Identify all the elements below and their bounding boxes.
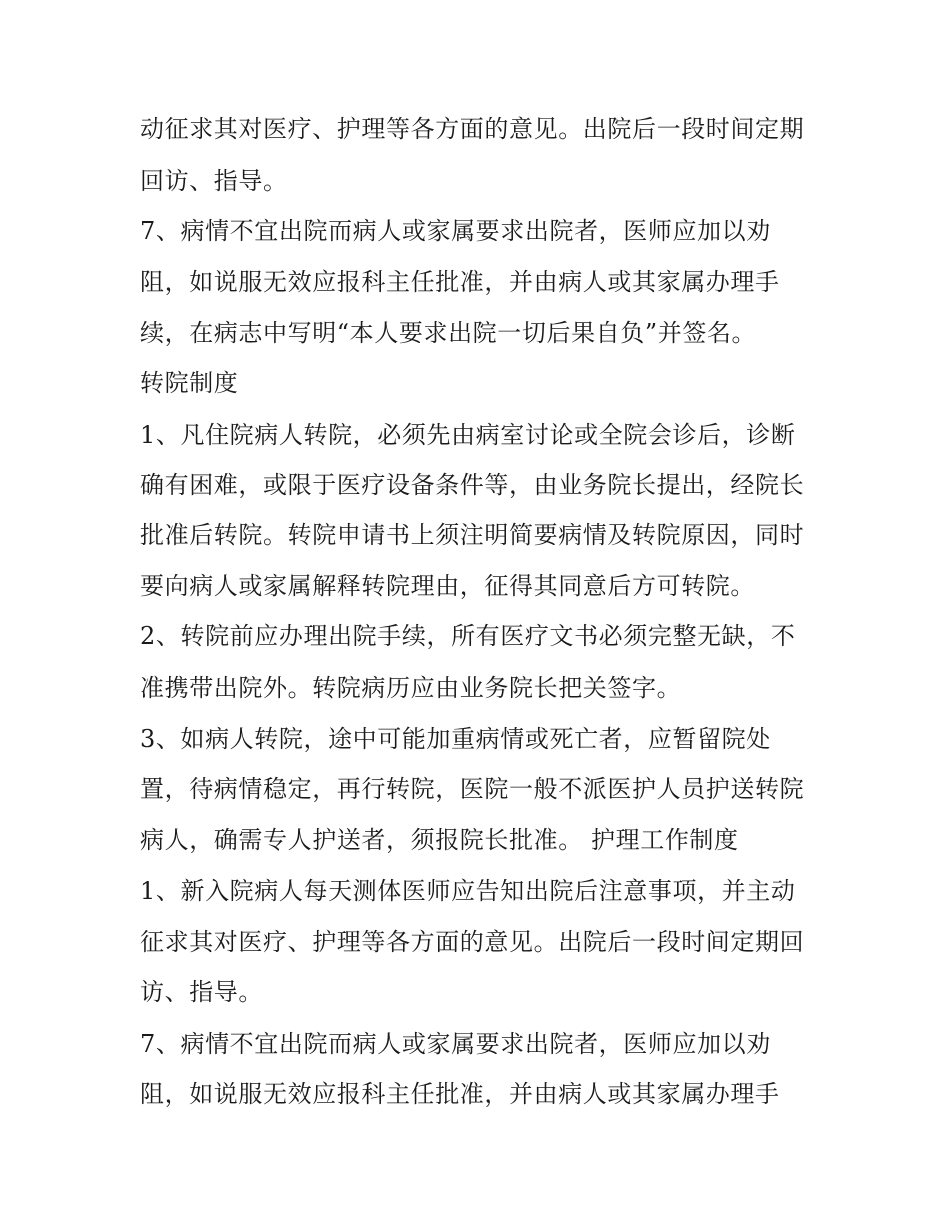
text-line: 7、病情不宜出院而病人或家属要求出院者，医师应加以劝 bbox=[140, 217, 771, 245]
section-heading: 转院制度 bbox=[140, 369, 239, 397]
text-line: 续，在病志中写明“本人要求出院一切后果自负”并签名。 bbox=[140, 319, 757, 347]
text-line: 确有困难，或限于医疗设备条件等，由业务院长提出，经院长 bbox=[140, 471, 805, 499]
text-line: 1、凡住院病人转院，必须先由病室讨论或全院会诊后，诊断 bbox=[140, 421, 796, 449]
text-line: 7、病情不宜出院而病人或家属要求出院者，医师应加以劝 bbox=[140, 1030, 771, 1058]
text-line: 批准后转院。转院申请书上须注明简要病情及转院原因，同时 bbox=[140, 521, 805, 549]
text-line: 置，待病情稳定，再行转院，医院一般不派医护人员护送转院 bbox=[140, 775, 805, 803]
text-line: 回访、指导。 bbox=[140, 167, 288, 195]
text-line: 3、如病人转院，途中可能加重病情或死亡者，应暂留院处 bbox=[140, 725, 771, 753]
text-line: 阻，如说服无效应报科主任批准，并由病人或其家属办理手 bbox=[140, 1080, 780, 1108]
text-line: 阻，如说服无效应报科主任批准，并由病人或其家属办理手 bbox=[140, 268, 780, 296]
text-line: 访、指导。 bbox=[140, 978, 263, 1006]
text-line: 动征求其对医疗、护理等各方面的意见。出院后一段时间定期 bbox=[140, 115, 805, 143]
text-line: 准携带出院外。转院病历应由业务院长把关签字。 bbox=[140, 674, 682, 702]
text-line: 征求其对医疗、护理等各方面的意见。出院后一段时间定期回 bbox=[140, 928, 805, 956]
text-line: 病人，确需专人护送者，须报院长批准。 护理工作制度 bbox=[140, 826, 739, 854]
text-line: 2、转院前应办理出院手续，所有医疗文书必须完整无缺，不 bbox=[140, 622, 796, 650]
text-line: 1、新入院病人每天测体医师应告知出院后注意事项，并主动 bbox=[140, 877, 796, 905]
text-line: 要向病人或家属解释转院理由，征得其同意后方可转院。 bbox=[140, 572, 755, 600]
